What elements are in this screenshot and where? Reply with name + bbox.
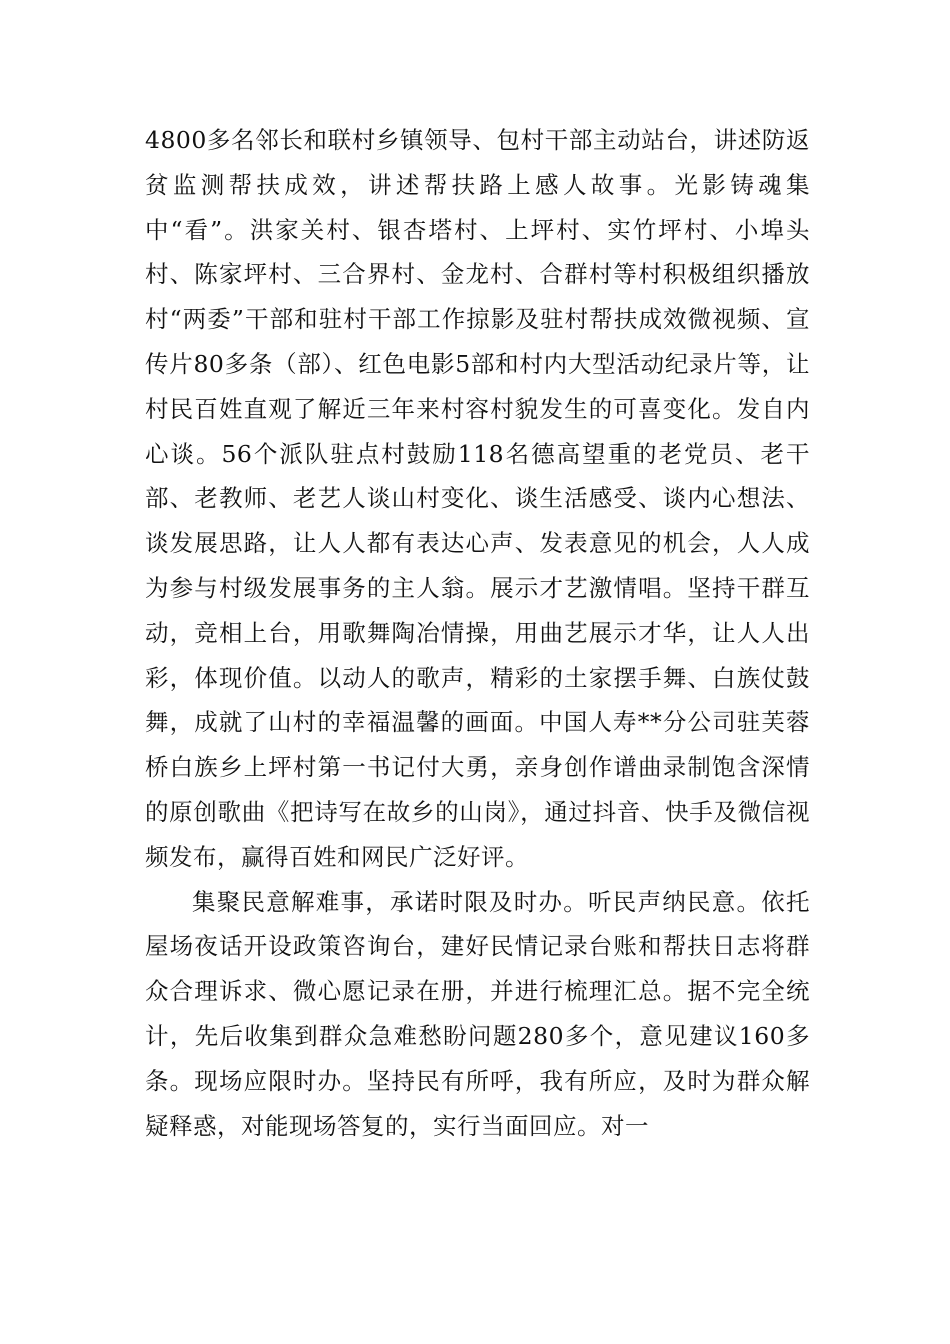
paragraph-1: 4800多名邻长和联村乡镇领导、包村干部主动站台，讲述防返贫监测帮扶成效，讲述帮扶路上感人故事。光影铸魂集中“看”。洪家关村、银杏塔村、上坪村、实竹坪村、小埠头村、陈家坪村、三合界村、金龙村、合群村等村积极组织播放村“两委”干部和驻村干部工作掠影及驻村帮扶成效微视频、宣传片80多条（部）、红色电影5部和村内大型活动纪录片等，让村民百姓直观了解近三年来村容村貌发生的可喜变化。发自内心谈。56个派队驻点村鼓励118名德高望重的老党员、老干部、老教师、老艺人谈山村变化、谈生活感受、谈内心想法、谈发展思路，让人人都有表达心声、发表意见的机会，人人成为参与村级发展事务的主人翁。展示才艺激情唱。坚持干群互动，竞相上台，用歌舞陶冶情操，用曲艺展示才华，让人人出彩，体现价值。以动人的歌声，精彩的土家摆手舞、白族仗鼓舞，成就了山村的幸福温馨的画面。中国人寿**分公司驻芙蓉桥白族乡上坪村第一书记付大勇，亲身创作谱曲录制饱含深情的原创歌曲《把诗写在故乡的山岗》，通过抖音、快手及微信视频发布，赢得百姓和网民广泛好评。 <box>145 126 810 871</box>
body-text <box>145 118 810 1148</box>
paragraph-2: 集聚民意解难事，承诺时限及时办。听民声纳民意。依托屋场夜话开设政策咨询台，建好民情记录台账和帮扶日志将群众合理诉求、微心愿记录在册，并进行梳理汇总。据不完全统计，先后收集到群众急难愁盼问题280多个，意见建议160多条。现场应限时办。坚持民有所呼，我有所应，及时为群众解疑释惑，对能现场答复的，实行当面回应。对一 <box>145 887 810 1140</box>
